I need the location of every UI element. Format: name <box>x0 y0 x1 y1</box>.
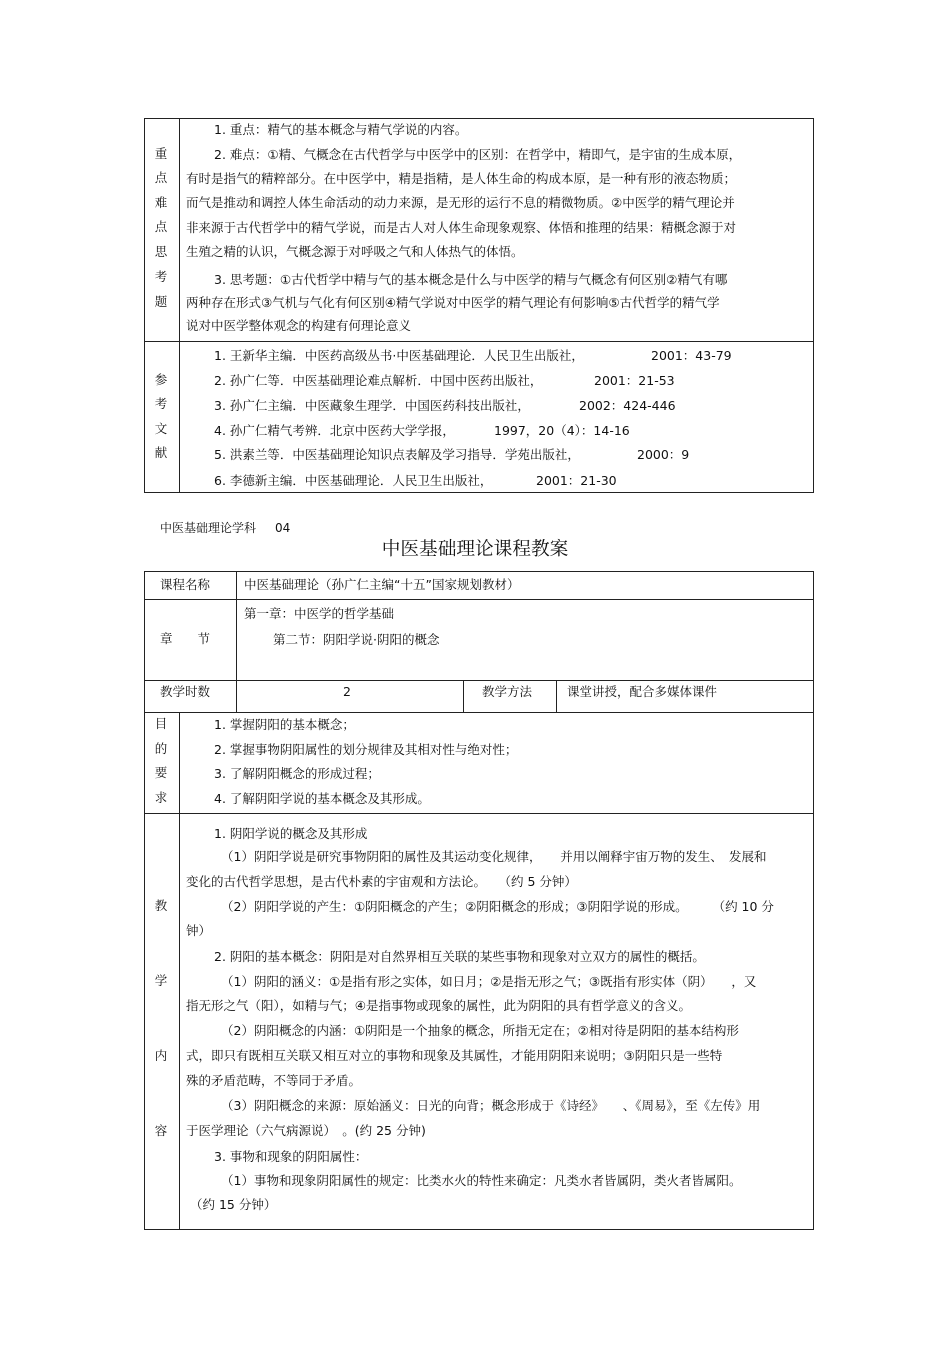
reference-pub: 2001：21-53 <box>594 373 675 388</box>
key-point-line: 两种存在形式③气机与气化有何区别④精气学说对中医学的精气理论有何影响⑤古代哲学的精气学 <box>186 295 720 310</box>
label-char: 参 <box>154 372 168 387</box>
key-point-line: 3. 思考题：①古代哲学中精与气的基本概念是什么与中医学的精与气概念有何区别②精气有哪 <box>214 272 728 287</box>
label-char: 考 <box>154 396 168 411</box>
content-line: 2. 阴阳的基本概念：阴阳是对自然界相互关联的某些事物和现象对立双方的属性的概括。 <box>214 949 705 964</box>
page-title: 中医基础理论课程教案 <box>381 539 569 560</box>
row-divider <box>145 680 813 681</box>
course-name-value: 中医基础理论（孙广仁主编“十五”国家规划教材） <box>244 577 520 592</box>
chapter-label: 章 节 <box>160 631 211 646</box>
label-char: 目 <box>154 716 168 731</box>
teaching-method-value: 课堂讲授，配合多媒体课件 <box>567 684 718 699</box>
label-column-divider <box>179 814 180 1229</box>
content-line: （3）阴阳概念的来源：原始涵义：日光的向背；概念形成于《诗经》 、《周易》，至《左传》用 <box>221 1098 761 1113</box>
label-char: 内 <box>154 1048 168 1063</box>
key-point-line: 非来源于古代哲学中的精气学说，而是古人对人体生命现象观察、体悟和推理的结果：精概念源于对 <box>186 220 737 235</box>
label-char: 要 <box>154 765 168 780</box>
reference-pub: 1997，20（4）：14-16 <box>494 423 630 438</box>
references-table <box>144 341 814 493</box>
label-char: 学 <box>154 973 168 988</box>
key-point-line: 说对中医学整体观念的构建有何理论意义 <box>186 318 412 333</box>
reference-item: 1. 王新华主编．中医药高级丛书·中医基础理论．人民卫生出版社， <box>214 348 584 363</box>
course-name-label: 课程名称 <box>160 577 211 592</box>
reference-item: 4. 孙广仁精气考辨．北京中医药大学学报， <box>214 423 455 438</box>
objective-item: 1. 掌握阴阳的基本概念； <box>214 717 355 732</box>
label-char: 题 <box>154 294 168 309</box>
content-line: 指无形之气（阳），如精与气；④是指事物或现象的属性，此为阴阳的具有哲学意义的含义。 <box>186 998 691 1013</box>
key-point-line: 生殖之精的认识，气概念源于对呼吸之气和人体热气的体悟。 <box>186 244 524 259</box>
label-char: 容 <box>154 1123 168 1138</box>
content-line: 钟） <box>186 923 212 938</box>
label-column-divider <box>179 713 180 813</box>
col-divider <box>556 680 557 712</box>
content-line: （1）事物和现象阴阳属性的规定：比类水火的特性来确定：凡类水者皆属阴，类火者皆属阳。 <box>221 1173 742 1188</box>
label-column-divider <box>179 342 180 492</box>
col-divider <box>463 680 464 712</box>
content-line: （2）阴阳学说的产生：①阴阳概念的产生；②阴阳概念的形成；③阴阳学说的形成。 （约 10 分 <box>221 899 774 914</box>
label-char: 求 <box>154 790 168 805</box>
teaching-hours-value: 2 <box>343 684 351 699</box>
objective-item: 3. 了解阴阳概念的形成过程； <box>214 766 380 781</box>
label-char: 思 <box>154 244 168 259</box>
label-char: 点 <box>154 219 168 234</box>
reference-pub: 2002：424-446 <box>579 398 676 413</box>
label-char: 难 <box>154 195 168 210</box>
content-line: 于医学理论（六气病源说） 。(约 25 分钟) <box>186 1123 426 1138</box>
row-divider <box>145 599 813 600</box>
key-point-line: 有时是指气的精粹部分。在中医学中，精是指精，是人体生命的构成本原，是一种有形的液态物质； <box>186 171 737 186</box>
content-line: （约 15 分钟） <box>190 1197 277 1212</box>
subject-name: 中医基础理论学科 <box>160 521 257 535</box>
reference-pub: 2000：9 <box>637 447 690 462</box>
objective-item: 4. 了解阴阳学说的基本概念及其形成。 <box>214 791 430 806</box>
section-line: 第二节：阴阳学说·阴阳的概念 <box>273 632 440 647</box>
reference-item: 3. 孙广仁主编．中医藏象生理学．中国医药科技出版社， <box>214 398 530 413</box>
content-line: 殊的矛盾范畴，不等同于矛盾。 <box>186 1073 362 1088</box>
label-char: 教 <box>154 898 168 913</box>
teaching-method-label: 教学方法 <box>482 684 533 699</box>
reference-item: 6. 李德新主编．中医基础理论．人民卫生出版社， <box>214 473 493 488</box>
reference-item: 2. 孙广仁等．中医基础理论难点解析．中国中医药出版社， <box>214 373 543 388</box>
label-char: 文 <box>154 421 168 436</box>
key-point-line: 1. 重点：精气的基本概念与精气学说的内容。 <box>214 122 468 137</box>
key-point-line: 2. 难点：①精、气概念在古代哲学与中医学中的区别：在哲学中，精即气，是宇宙的生成本原， <box>214 147 742 162</box>
objective-item: 2. 掌握事物阴阳属性的划分规律及其相对性与绝对性； <box>214 742 518 757</box>
content-line: 3. 事物和现象的阴阳属性： <box>214 1149 368 1164</box>
reference-item: 5. 洪素兰等．中医基础理论知识点表解及学习指导．学苑出版社， <box>214 447 580 462</box>
content-line: 式，即只有既相互关联又相互对立的事物和现象及其属性，才能用阴阳来说明；③阴阳只是一些特 <box>186 1048 723 1063</box>
label-char: 点 <box>154 170 168 185</box>
label-column-divider <box>179 119 180 341</box>
content-line: （2）阴阳概念的内涵：①阴阳是一个抽象的概念，所指无定在；②相对待是阴阳的基本结构形 <box>221 1023 739 1038</box>
chapter-line: 第一章：中医学的哲学基础 <box>244 606 395 621</box>
reference-pub: 2001：43-79 <box>651 348 732 363</box>
label-char: 考 <box>154 269 168 284</box>
content-line: （1）阴阳的涵义：①是指有形之实体，如日月；②是指无形之气；③既指有形实体（阴） ，又 <box>221 974 757 989</box>
content-line: （1）阴阳学说是研究事物阴阳的属性及其运动变化规律， 并用以阐释宇宙万物的发生、 发展和 <box>221 849 767 864</box>
col-divider <box>236 572 237 712</box>
reference-pub: 2001：21-30 <box>536 473 617 488</box>
key-point-line: 而气是推动和调控人体生命活动的动力来源，是无形的运行不息的精微物质。②中医学的精气理论并 <box>186 195 735 210</box>
content-line: 变化的古代哲学思想，是古代朴素的宇宙观和方法论。 （约 5 分钟） <box>186 874 577 889</box>
teaching-hours-label: 教学时数 <box>160 684 211 699</box>
label-char: 重 <box>154 146 168 161</box>
label-char: 献 <box>154 445 168 460</box>
label-char: 的 <box>154 741 168 756</box>
content-line: 1. 阴阳学说的概念及其形成 <box>214 826 368 841</box>
subject-number: 04 <box>275 521 291 535</box>
